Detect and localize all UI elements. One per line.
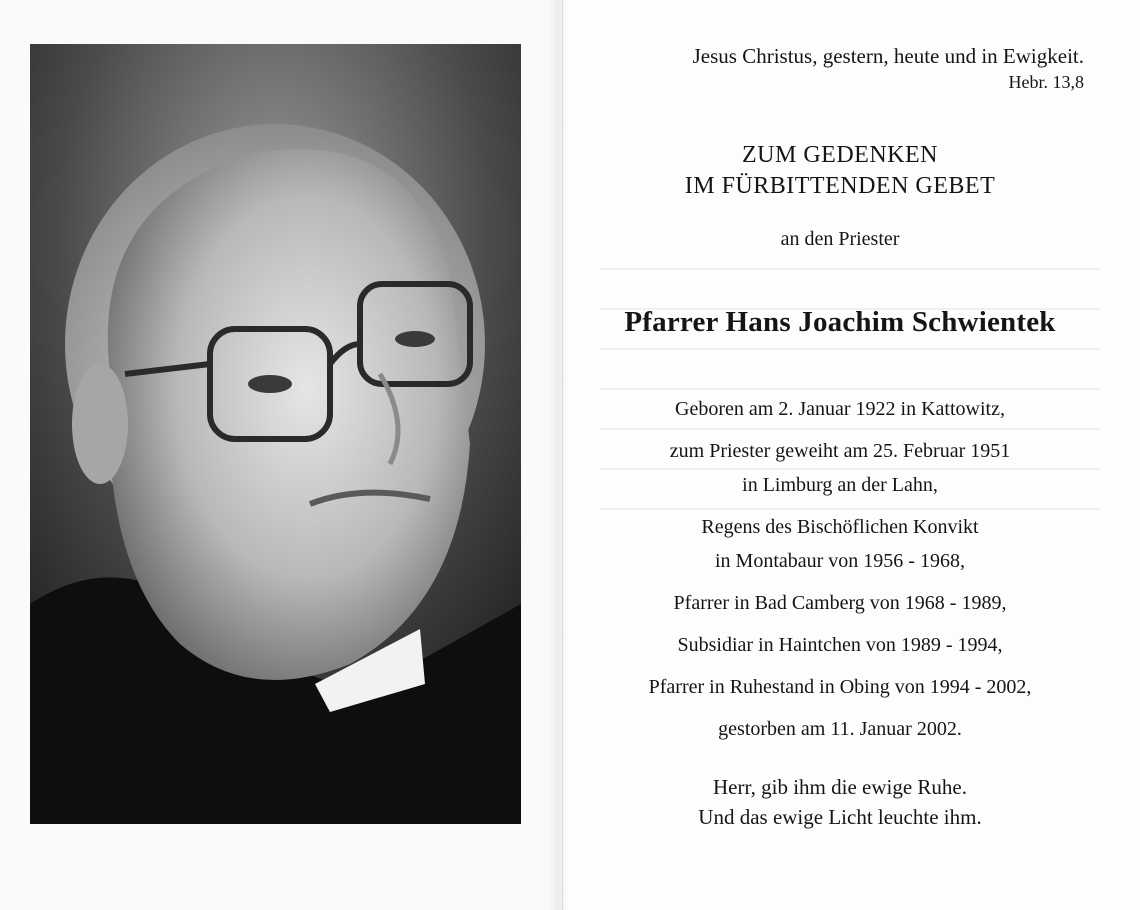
bio-line: in Montabaur von 1956 - 1968, <box>715 550 965 572</box>
closing-prayer <box>600 772 1080 832</box>
card-fold <box>548 0 568 910</box>
portrait-photo <box>30 44 521 824</box>
bio-line: zum Priester geweiht am 25. Februar 1951 <box>669 440 1011 462</box>
portrait-image <box>30 44 521 824</box>
memorial-heading <box>600 140 1080 202</box>
bio-line: Regens des Bischöflichen Konvikt <box>701 516 979 538</box>
bio-line: Pfarrer in Bad Camberg von 1968 - 1989, <box>673 592 1007 614</box>
bio-line: in Limburg an der Lahn, <box>742 474 938 496</box>
verse-text: Jesus Christus, gestern, heute und in Ewigkeit. <box>692 44 1084 68</box>
verse-reference: Hebr. 13,8 <box>1008 72 1084 92</box>
deceased-name: Pfarrer Hans Joachim Schwientek <box>624 306 1056 338</box>
dedication-prefix: an den Priester <box>780 228 900 250</box>
bio-line: Subsidiar in Haintchen von 1989 - 1994, <box>677 634 1003 656</box>
bible-verse <box>693 42 1084 94</box>
heading-line-2: IM FÜRBITTENDEN GEBET <box>684 173 996 199</box>
biography <box>600 392 1080 746</box>
heading-line-1: ZUM GEDENKEN <box>742 142 938 168</box>
prayer-line-1: Herr, gib ihm die ewige Ruhe. <box>712 775 967 799</box>
prayer-line-2: Und das ewige Licht leuchte ihm. <box>698 805 982 829</box>
bio-line: gestorben am 11. Januar 2002. <box>718 718 962 740</box>
bio-line: Pfarrer in Ruhestand in Obing von 1994 - 2002, <box>648 676 1032 698</box>
bio-line: Geboren am 2. Januar 1922 in Kattowitz, <box>675 398 1005 420</box>
